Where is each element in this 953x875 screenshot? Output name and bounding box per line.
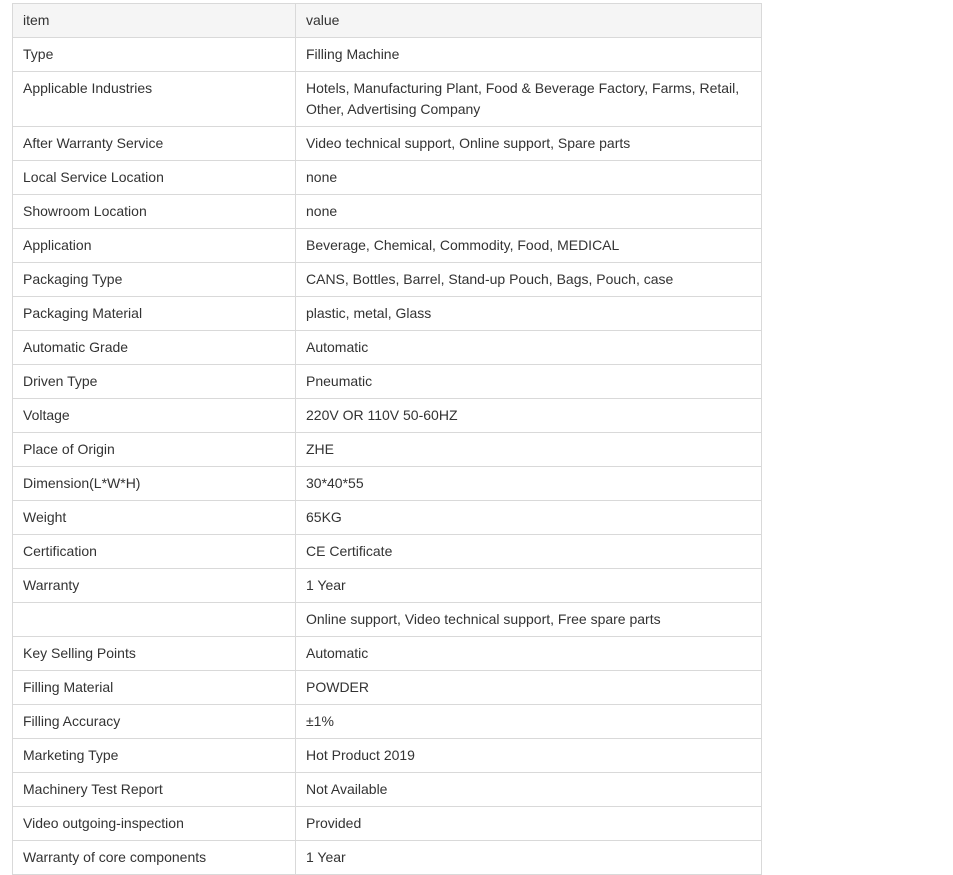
row-item-cell: Video outgoing-inspection <box>13 807 296 841</box>
row-value-cell: Hot Product 2019 <box>296 739 762 773</box>
row-value-cell: none <box>296 195 762 229</box>
row-item-cell: Warranty <box>13 569 296 603</box>
row-value-cell: Not Available <box>296 773 762 807</box>
table-row <box>13 603 762 637</box>
row-item-cell: Voltage <box>13 399 296 433</box>
table-row <box>13 263 762 297</box>
row-item-cell: Filling Material <box>13 671 296 705</box>
table-row <box>13 399 762 433</box>
row-value-cell: Filling Machine <box>296 38 762 72</box>
table-row <box>13 569 762 603</box>
spec-table <box>12 3 762 875</box>
row-item-cell: Key Selling Points <box>13 637 296 671</box>
table-row <box>13 72 762 127</box>
table-row <box>13 841 762 875</box>
row-value-cell: ±1% <box>296 705 762 739</box>
table-row <box>13 671 762 705</box>
row-item-cell: Warranty of core components <box>13 841 296 875</box>
header-item: item <box>13 4 296 38</box>
row-item-cell: Certification <box>13 535 296 569</box>
row-item-cell: Showroom Location <box>13 195 296 229</box>
table-row <box>13 365 762 399</box>
row-value-cell: 65KG <box>296 501 762 535</box>
row-value-cell: none <box>296 161 762 195</box>
row-item-cell: Automatic Grade <box>13 331 296 365</box>
spec-table-body <box>13 4 762 875</box>
row-value-cell: Online support, Video technical support, Free spare parts <box>296 603 762 637</box>
row-item-cell: After Warranty Service <box>13 127 296 161</box>
table-row <box>13 637 762 671</box>
row-item-cell: Local Service Location <box>13 161 296 195</box>
row-item-cell: Packaging Type <box>13 263 296 297</box>
row-value-cell: Automatic <box>296 331 762 365</box>
row-value-cell: Hotels, Manufacturing Plant, Food & Beverage Factory, Farms, Retail, Other, Advertising Company <box>296 72 762 127</box>
table-row <box>13 195 762 229</box>
row-value-cell: CANS, Bottles, Barrel, Stand-up Pouch, Bags, Pouch, case <box>296 263 762 297</box>
row-value-cell: Provided <box>296 807 762 841</box>
row-value-cell: Pneumatic <box>296 365 762 399</box>
row-value-cell: 30*40*55 <box>296 467 762 501</box>
table-row <box>13 229 762 263</box>
row-item-cell <box>13 603 296 637</box>
row-value-cell: plastic, metal, Glass <box>296 297 762 331</box>
table-row <box>13 297 762 331</box>
table-row <box>13 161 762 195</box>
row-item-cell: Marketing Type <box>13 739 296 773</box>
row-value-cell: Automatic <box>296 637 762 671</box>
row-item-cell: Machinery Test Report <box>13 773 296 807</box>
table-row <box>13 705 762 739</box>
row-value-cell: Beverage, Chemical, Commodity, Food, MEDICAL <box>296 229 762 263</box>
table-row <box>13 467 762 501</box>
table-row <box>13 773 762 807</box>
table-row <box>13 38 762 72</box>
row-value-cell: 220V OR 110V 50-60HZ <box>296 399 762 433</box>
row-item-cell: Applicable Industries <box>13 72 296 127</box>
table-row <box>13 127 762 161</box>
row-value-cell: POWDER <box>296 671 762 705</box>
row-item-cell: Application <box>13 229 296 263</box>
table-row <box>13 535 762 569</box>
table-header-row <box>13 4 762 38</box>
table-row <box>13 433 762 467</box>
row-item-cell: Packaging Material <box>13 297 296 331</box>
row-value-cell: 1 Year <box>296 569 762 603</box>
row-value-cell: ZHE <box>296 433 762 467</box>
row-value-cell: CE Certificate <box>296 535 762 569</box>
table-row <box>13 807 762 841</box>
row-value-cell: Video technical support, Online support, Spare parts <box>296 127 762 161</box>
row-value-cell: 1 Year <box>296 841 762 875</box>
row-item-cell: Filling Accuracy <box>13 705 296 739</box>
table-row <box>13 739 762 773</box>
row-item-cell: Weight <box>13 501 296 535</box>
table-row <box>13 331 762 365</box>
row-item-cell: Place of Origin <box>13 433 296 467</box>
table-row <box>13 501 762 535</box>
row-item-cell: Driven Type <box>13 365 296 399</box>
header-value: value <box>296 4 762 38</box>
row-item-cell: Type <box>13 38 296 72</box>
row-item-cell: Dimension(L*W*H) <box>13 467 296 501</box>
